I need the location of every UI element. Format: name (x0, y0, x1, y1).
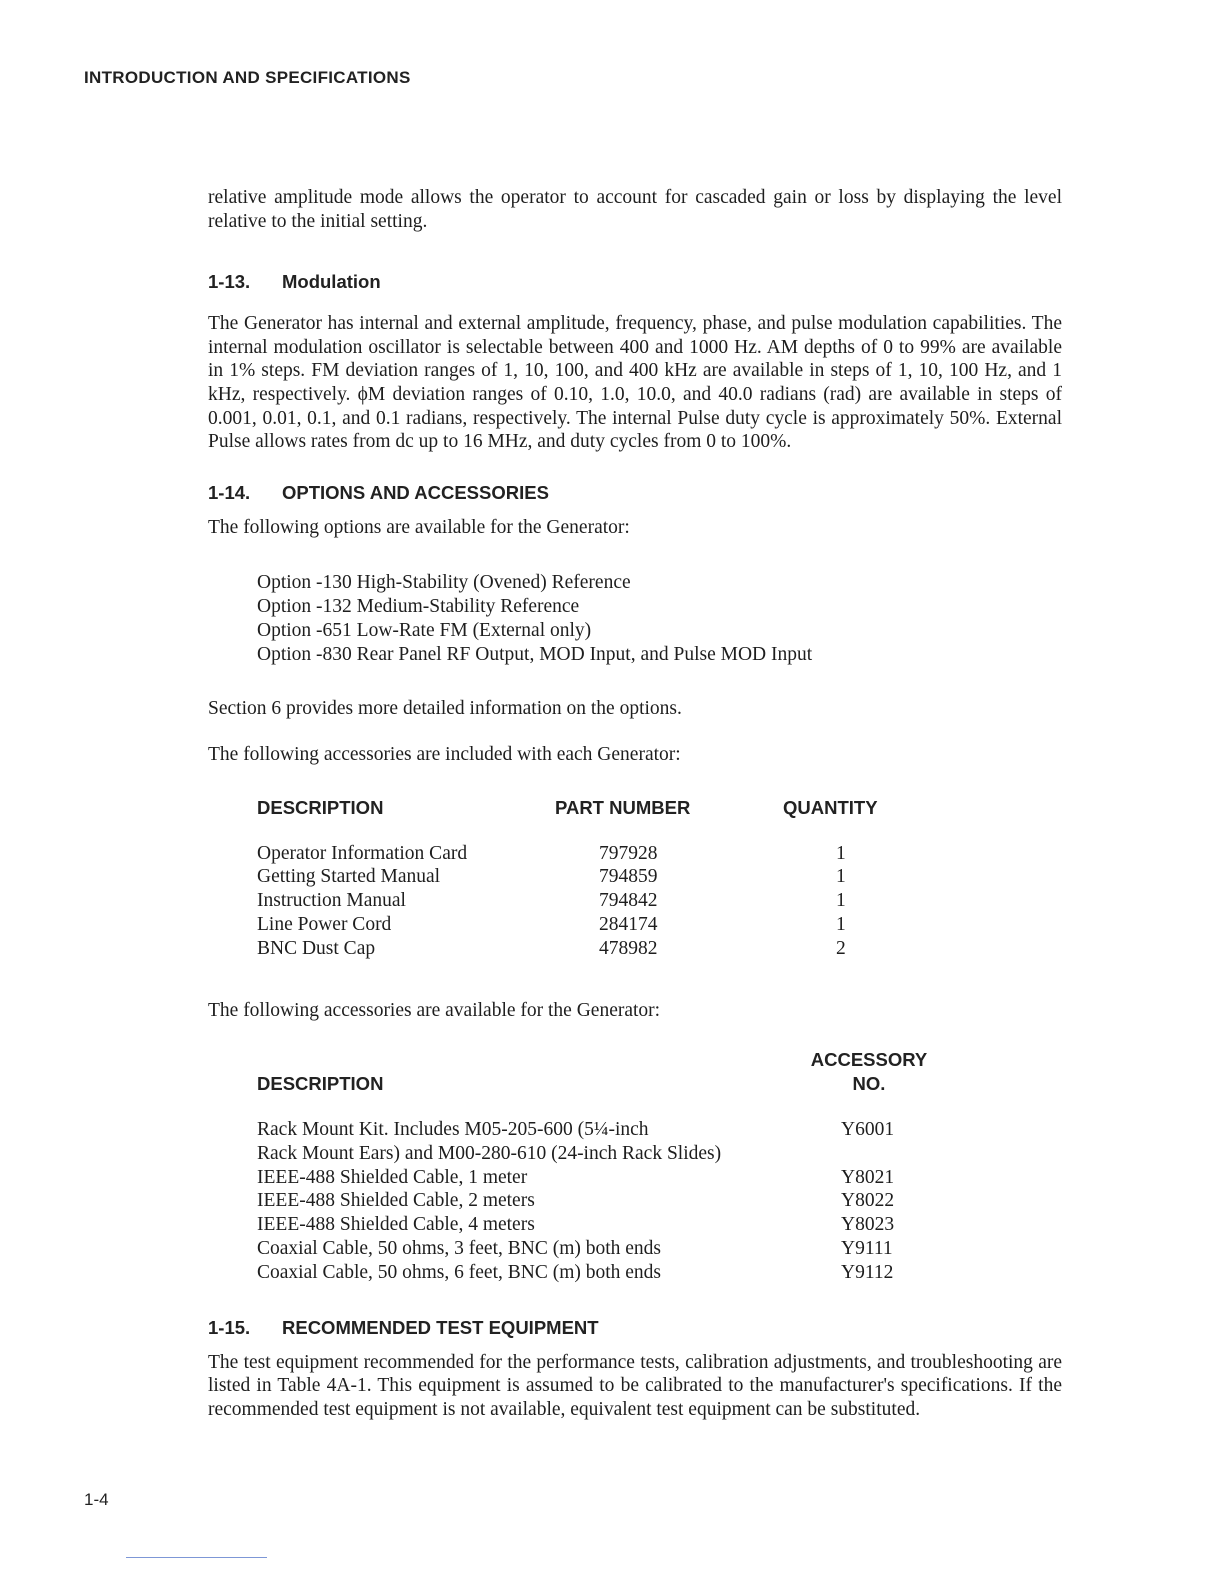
intro-paragraph: relative amplitude mode allows the operator to account for cascaded gain or loss by displaying the level relative to the initial setting. (208, 187, 1062, 232)
table-row (257, 937, 878, 961)
section-number: 1-15. (208, 1316, 251, 1338)
cell-description: Instruction Manual (257, 890, 406, 912)
column-header-quantity: QUANTITY (783, 796, 878, 818)
included-accessories-table (257, 796, 878, 961)
table-row (257, 889, 878, 913)
cell-accessory-no: Y9111 (841, 1238, 893, 1260)
column-header-part-number: PART NUMBER (555, 796, 691, 818)
accessory-header-line2: NO. (852, 1073, 886, 1095)
cell-quantity: 1 (836, 890, 846, 912)
section6-note: Section 6 provides more detailed information on the options. (208, 697, 682, 719)
table-row (257, 842, 878, 866)
table-row (257, 1166, 935, 1190)
cell-quantity: 1 (836, 842, 846, 864)
table-row (257, 1261, 935, 1285)
running-head: INTRODUCTION AND SPECIFICATIONS (84, 68, 411, 87)
column-header-accessory-no (803, 1048, 935, 1096)
cell-accessory-no: Y8022 (841, 1190, 895, 1212)
table-header-row (257, 796, 878, 820)
column-header-description: DESCRIPTION (257, 1073, 384, 1095)
cell-accessory-no: Y9112 (841, 1261, 894, 1283)
section-title: Modulation (282, 271, 381, 293)
section-number: 1-14. (208, 481, 251, 503)
option-item: Option -130 High-Stability (Ovened) Reference (257, 572, 631, 594)
cell-description: IEEE-488 Shielded Cable, 4 meters (257, 1214, 535, 1236)
cell-description: IEEE-488 Shielded Cable, 2 meters (257, 1190, 535, 1212)
cell-accessory-no: Y8021 (841, 1166, 895, 1188)
cell-part-number: 284174 (599, 913, 658, 935)
section-heading-modulation (208, 271, 1062, 293)
cell-quantity: 1 (836, 866, 846, 888)
table-header-row (257, 1048, 935, 1096)
cell-description: Rack Mount Kit. Includes M05-205-600 (5¼-inch (257, 1119, 649, 1141)
table-row (257, 865, 878, 889)
options-list (208, 571, 1062, 666)
cell-description: Coaxial Cable, 50 ohms, 6 feet, BNC (m) both ends (257, 1261, 662, 1283)
cell-part-number: 794842 (599, 890, 658, 912)
table-row (257, 1118, 935, 1142)
available-accessories-table (257, 1048, 935, 1285)
cell-description: BNC Dust Cap (257, 937, 376, 959)
options-intro: The following options are available for the Generator: (208, 516, 630, 538)
section-title: OPTIONS AND ACCESSORIES (282, 481, 549, 503)
cell-description: IEEE-488 Shielded Cable, 1 meter (257, 1166, 528, 1188)
accessory-header-line1: ACCESSORY (810, 1049, 928, 1071)
cell-quantity: 1 (836, 913, 846, 935)
table-row (257, 1213, 935, 1237)
cell-part-number: 794859 (599, 866, 658, 888)
cell-accessory-no (803, 1142, 935, 1166)
cell-accessory-no: Y6001 (841, 1119, 895, 1141)
table-row (257, 1237, 935, 1261)
cell-description: Coaxial Cable, 50 ohms, 3 feet, BNC (m) both ends (257, 1238, 662, 1260)
cell-quantity: 2 (836, 937, 846, 959)
cell-part-number: 797928 (599, 842, 658, 864)
table-row (257, 1142, 935, 1166)
test-equipment-paragraph: The test equipment recommended for the performance tests, calibration adjustments, and troubleshooting are listed in Table 4A-1. This equipment is assumed to be calibrated to the manufacturer's specifications. If the recommended test equipment is not available, equivalent test equipment can be substituted. (208, 1351, 1062, 1420)
included-intro: The following accessories are included with each Generator: (208, 744, 681, 766)
table-row (257, 1189, 935, 1213)
section-heading-options (208, 482, 1062, 504)
table-row (257, 913, 878, 937)
page-content (208, 186, 1062, 1421)
option-item: Option -132 Medium-Stability Reference (257, 596, 580, 618)
section-heading-test-equipment (208, 1317, 1062, 1339)
cell-accessory-no: Y8023 (841, 1214, 895, 1236)
column-header-description: DESCRIPTION (257, 796, 384, 818)
cell-description: Getting Started Manual (257, 866, 441, 888)
option-item: Option -651 Low-Rate FM (External only) (257, 619, 592, 641)
page-number: 1-4 (84, 1490, 109, 1509)
available-intro: The following accessories are available for the Generator: (208, 999, 661, 1021)
footer-rule (126, 1557, 267, 1558)
cell-part-number: 478982 (599, 937, 658, 959)
option-item: Option -830 Rear Panel RF Output, MOD Input, and Pulse MOD Input (257, 643, 813, 665)
section-number: 1-13. (208, 271, 251, 293)
cell-description: Line Power Cord (257, 913, 392, 935)
cell-description: Operator Information Card (257, 842, 468, 864)
section-title: RECOMMENDED TEST EQUIPMENT (282, 1316, 599, 1338)
cell-description: Rack Mount Ears) and M00-280-610 (24-inch Rack Slides) (257, 1142, 722, 1164)
modulation-paragraph: The Generator has internal and external amplitude, frequency, phase, and pulse modulation capabilities. The internal modulation oscillator is selectable between 400 and 1000 Hz. AM depths of 0 to 99% are available in 1% steps. FM deviation ranges of 1, 10, 100, and 400 kHz are available in steps of 1, 10, 100 Hz, and 1 kHz, respectively. ϕM deviation ranges of 0.10, 1.0, 10.0, and 40.0 radians (rad) are available in steps of 0.001, 0.01, 0.1, and 0.1 radians, respectively. The internal Pulse duty cycle is approximately 50%. External Pulse allows rates from dc up to 16 MHz, and duty cycles from 0 to 100%. (208, 313, 1062, 453)
